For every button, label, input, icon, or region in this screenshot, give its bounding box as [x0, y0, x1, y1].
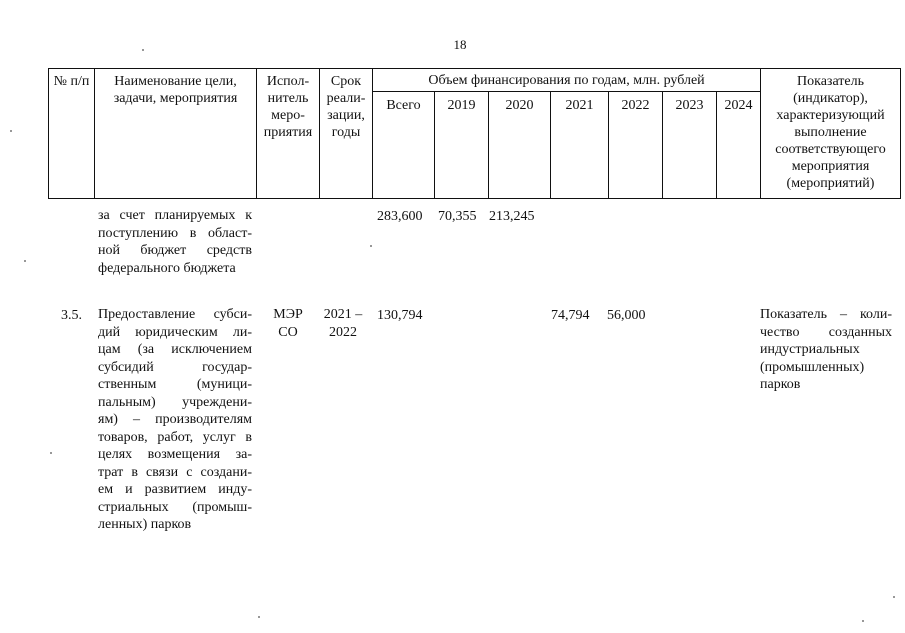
header-funding: Объем финансирования по годам, млн. рублей	[373, 69, 761, 92]
table-row-2-2021: 74,794	[551, 308, 590, 323]
table-row-2-name: Предоставление субси- дий юридическим ли- цам (за исключением субсидий государ- ственным (муници- пальным) учреждени- ям) – производителям товаров, работ, услуг в целях возмещения за- трат в связи с создани- ем и развитием инду- стриальных (промыш- ленных) парков	[98, 307, 252, 532]
table-header	[48, 68, 901, 199]
table-row-2-2022: 56,000	[607, 308, 646, 323]
table-row-1-2019: 70,355	[438, 209, 477, 224]
header-year-2021: 2021	[551, 92, 609, 199]
scan-speck	[862, 620, 864, 622]
scan-speck	[370, 245, 372, 247]
header-year-2022: 2022	[609, 92, 663, 199]
scan-speck	[258, 616, 260, 618]
table-row-1-name: за счет планируемых к поступлению в област- ной бюджет средств федерального бюджета	[98, 208, 252, 276]
table-row-2-indicator: Показатель – коли- чество созданных индустриальных (промышленных) парков	[760, 307, 892, 392]
header-total: Всего	[373, 92, 435, 199]
table-row-2-num: 3.5.	[61, 308, 82, 323]
table-row-1-2020: 213,245	[489, 209, 535, 224]
table-row-1-total: 283,600	[377, 209, 423, 224]
header-year-2024: 2024	[717, 92, 761, 199]
scan-speck	[893, 596, 895, 598]
header-year-2023: 2023	[663, 92, 717, 199]
table-row-2-total: 130,794	[377, 308, 423, 323]
header-name: Наименование цели, задачи, мероприятия	[95, 69, 257, 199]
scan-speck	[24, 260, 26, 262]
scan-speck	[10, 130, 12, 132]
scan-speck	[142, 49, 144, 51]
table-row-2-executor: МЭР СО	[273, 307, 303, 340]
header-year-2019: 2019	[435, 92, 489, 199]
header-term: Срок реализации, годы	[320, 69, 373, 199]
header-executor: Исполнитель мероприятия	[257, 69, 320, 199]
table-row-2-term: 2021 – 2022	[323, 307, 363, 340]
header-num: № п/п	[49, 69, 95, 199]
header-year-2020: 2020	[489, 92, 551, 199]
page-number: 18	[453, 37, 467, 52]
header-indicator: Показатель (индикатор), характеризующий выполнение соответствующего мероприятия (мероприятий)	[761, 69, 901, 199]
scan-speck	[50, 452, 52, 454]
